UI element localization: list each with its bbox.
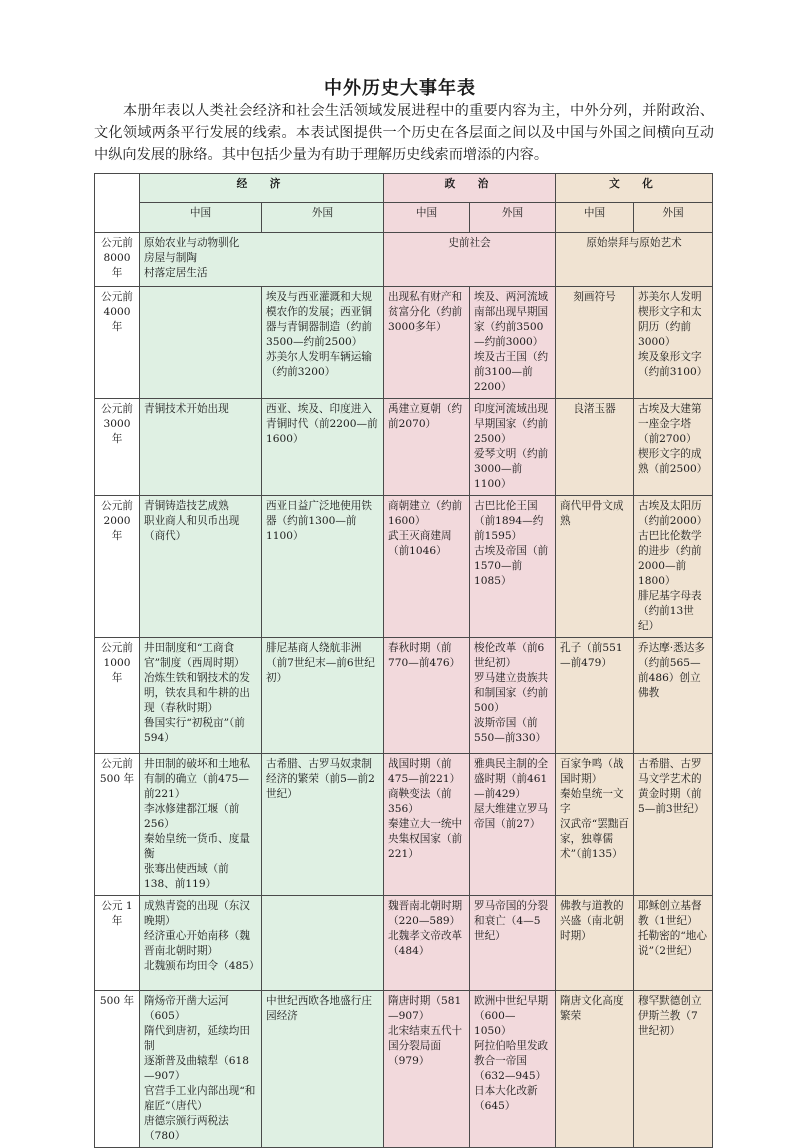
cell-eco-foreign: 西亚日益广泛地使用铁器（约前1300—前1100） (262, 496, 384, 638)
era-cell: 公元前 8000 年 (95, 233, 140, 287)
cell-pol-foreign: 欧洲中世纪早期（600—1050） 阿拉伯哈里发政教合一帝国（632—945） 日本大化改新（645） (470, 991, 556, 1148)
table-row (95, 496, 713, 638)
cell-politics: 史前社会 (384, 233, 556, 287)
cell-pol-china: 商朝建立（约前1600） 武王灭商建周（前1046） (384, 496, 470, 638)
table-row (95, 233, 713, 287)
cell-cul-foreign: 耶稣创立基督教（1世纪） 托勒密的“地心说”（2世纪） (634, 896, 713, 991)
cell-cul-foreign: 苏美尔人发明楔形文字和太阴历（约前3000） 埃及象形文字（约前3100） (634, 287, 713, 399)
header-eco-foreign: 外国 (262, 203, 384, 233)
cell-cul-foreign: 古埃及太阳历（约前2000） 古巴比伦数学的进步（约前2000—前1800） 腓尼基字母表（约前13世纪） (634, 496, 713, 638)
era-cell: 公元前 2000 年 (95, 496, 140, 638)
cell-eco-china: 隋炀帝开凿大运河（605） 隋代到唐初，延续均田制 逐渐普及曲辕犁（618—907） 官营手工业内部出现“和雇匠”（唐代） 唐德宗颁行两税法（780） (140, 991, 262, 1148)
cell-pol-foreign: 埃及、两河流域南部出现早期国家（约前3500—约前3000） 埃及古王国（约前3100—前2200） (470, 287, 556, 399)
cell-pol-china: 隋唐时期（581—907） 北宋结束五代十国分裂局面（979） (384, 991, 470, 1148)
cell-eco-china: 青铜铸造技艺成熟 职业商人和贝币出现（商代） (140, 496, 262, 638)
table-row (95, 754, 713, 896)
cell-cul-foreign: 穆罕默德创立伊斯兰教（7世纪初） (634, 991, 713, 1148)
cell-cul-china: 佛教与道教的兴盛（南北朝时期） (556, 896, 634, 991)
cell-pol-china: 禹建立夏朝（约前2070） (384, 399, 470, 496)
cell-pol-foreign: 古巴比伦王国（前1894—约前1595） 古埃及帝国（前1570—前1085） (470, 496, 556, 638)
cell-eco-china (140, 287, 262, 399)
cell-cul-china: 良渚玉器 (556, 399, 634, 496)
cell-pol-foreign: 雅典民主制的全盛时期（前461—前429） 屋大维建立罗马帝国（前27） (470, 754, 556, 896)
page-title: 中外历史大事年表 (324, 78, 476, 99)
cell-pol-foreign: 罗马帝国的分裂和衰亡（4—5世纪） (470, 896, 556, 991)
cell-pol-foreign: 梭伦改革（前6世纪初） 罗马建立贵族共和制国家（约前500） 波斯帝国（前550—前330） (470, 638, 556, 754)
era-cell: 公元前 3000 年 (95, 399, 140, 496)
era-cell: 公元 1 年 (95, 896, 140, 991)
corner-cell (95, 174, 140, 233)
cell-eco-china: 成熟青瓷的出现（东汉晚期） 经济重心开始南移（魏晋南北朝时期） 北魏颁布均田令（485） (140, 896, 262, 991)
cell-cul-china: 百家争鸣（战国时期） 秦始皇统一文字 汉武帝“罢黜百家，独尊儒术”（前135） (556, 754, 634, 896)
cell-eco-china: 青铜技术开始出现 (140, 399, 262, 496)
header-pol-china: 中国 (384, 203, 470, 233)
cell-pol-china: 春秋时期（前770—前476） (384, 638, 470, 754)
table-row (95, 991, 713, 1148)
header-cul-china: 中国 (556, 203, 634, 233)
cell-cul-china: 孔子（前551—前479） (556, 638, 634, 754)
table-row (95, 896, 713, 991)
cell-eco-foreign: 中世纪西欧各地盛行庄园经济 (262, 991, 384, 1148)
cell-cul-china: 隋唐文化高度繁荣 (556, 991, 634, 1148)
cell-eco-foreign: 西亚、埃及、印度进入青铜时代（前2200—前1600） (262, 399, 384, 496)
cell-cul-foreign: 古希腊、古罗马文学艺术的黄金时期（前5—前3世纪） (634, 754, 713, 896)
cell-cul-china: 刻画符号 (556, 287, 634, 399)
cell-eco-foreign: 古希腊、古罗马奴隶制经济的繁荣（前5—前2世纪） (262, 754, 384, 896)
cell-pol-china: 魏晋南北朝时期（220—589） 北魏孝文帝改革（484） (384, 896, 470, 991)
cell-cul-foreign: 古埃及大建第一座金字塔（前2700） 楔形文字的成熟（前2500） (634, 399, 713, 496)
cell-cul-china: 商代甲骨文成熟 (556, 496, 634, 638)
cell-economy: 原始农业与动物驯化 房屋与制陶 村落定居生活 (140, 233, 384, 287)
header-pol-foreign: 外国 (470, 203, 556, 233)
header-cul-foreign: 外国 (634, 203, 713, 233)
era-cell: 公元前 1000 年 (95, 638, 140, 754)
cell-culture: 原始崇拜与原始艺术 (556, 233, 713, 287)
cell-eco-foreign: 埃及与西亚灌溉和大规模农作的发展；西亚铜器与青铜器制造（约前3500—约前2500） 苏美尔人发明车辆运输（约前3200） (262, 287, 384, 399)
header-eco-china: 中国 (140, 203, 262, 233)
cell-eco-china: 井田制的破坏和土地私有制的确立（前475—前221） 李冰修建都江堰（前256） 秦始皇统一货币、度量衡 张骞出使西域（前138、前119） (140, 754, 262, 896)
chronology-table (94, 173, 713, 1148)
table-row (95, 638, 713, 754)
intro-paragraph: 本册年表以人类社会经济和社会生活领域发展进程中的重要内容为主，中外分列，并附政治、文化领域两条平行发展的线索。本表试图提供一个历史在各层面之间以及中国与外国之间横向互动中纵向发展的脉络。其中包括少量为有助于理解历史线索而增添的内容。 (94, 103, 714, 163)
header-culture: 文 化 (556, 174, 713, 203)
header-politics: 政 治 (384, 174, 556, 203)
table-row (95, 399, 713, 496)
era-cell: 公元前 500 年 (95, 754, 140, 896)
cell-eco-china: 井田制度和“工商食官”制度（西周时期） 冶炼生铁和钢技术的发明，铁农具和牛耕的出现（春秋时期） 鲁国实行“初税亩”（前594） (140, 638, 262, 754)
cell-pol-china: 出现私有财产和贫富分化（约前3000多年） (384, 287, 470, 399)
cell-eco-foreign: 腓尼基商人绕航非洲（前7世纪末—前6世纪初） (262, 638, 384, 754)
cell-pol-china: 战国时期（前475—前221） 商鞅变法（前356） 秦建立大一统中央集权国家（前221） (384, 754, 470, 896)
table-row (95, 287, 713, 399)
era-cell: 500 年 (95, 991, 140, 1148)
cell-pol-foreign: 印度河流域出现早期国家（约前2500） 爱琴文明（约前3000—前1100） (470, 399, 556, 496)
cell-cul-foreign: 乔达摩·悉达多（约前565—前486）创立佛教 (634, 638, 713, 754)
header-economy: 经 济 (140, 174, 384, 203)
cell-eco-foreign (262, 896, 384, 991)
era-cell: 公元前 4000 年 (95, 287, 140, 399)
